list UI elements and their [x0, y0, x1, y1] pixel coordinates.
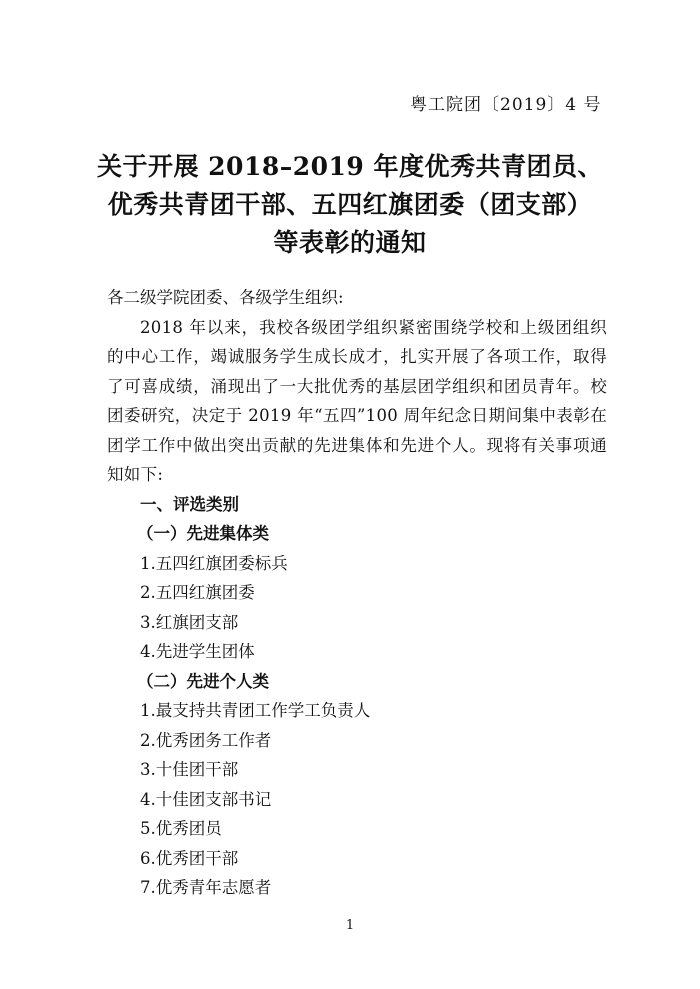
list-item: 6.优秀团干部 — [140, 848, 239, 868]
title-line-1: 关于开展 2018–2019 年度优秀共青团员、 — [96, 152, 604, 181]
list-item: 4.先进学生团体 — [140, 642, 255, 661]
list-item: 7.优秀青年志愿者 — [140, 878, 272, 897]
intro-paragraph: 2018 年以来，我校各级团学组织紧密围绕学校和上级团组织的中心工作，竭诚服务学生成长成才，扎实开展了各项工作，取得了可喜成绩，涌现出了一大批优秀的基层团学组织和团员青年。校团委研究，决定于 2019 年“五四”100 周年纪念日期间集中表彰在团学工作中做出突出贡献的先进集体和先进个人。现将有关事项通知如下: — [107, 317, 607, 484]
subsection-heading-collective: （一）先进集体类 — [137, 524, 269, 543]
section-heading-categories: 一、评选类别 — [140, 494, 239, 514]
subsection-heading-individual: （二）先进个人类 — [137, 671, 269, 691]
document-number: 粤工院团〔2019〕4 号 — [410, 95, 602, 115]
document-title — [80, 148, 620, 262]
list-item: 2.优秀团务工作者 — [140, 730, 272, 750]
list-item: 3.十佳团干部 — [140, 760, 239, 779]
salutation: 各二级学院团委、各级学生组织: — [107, 288, 344, 307]
list-item: 2.五四红旗团委 — [140, 583, 255, 602]
list-item: 4.十佳团支部书记 — [140, 789, 272, 809]
document-body — [107, 283, 607, 903]
list-item: 3.红旗团支部 — [140, 612, 239, 632]
list-item: 1.五四红旗团委标兵 — [140, 553, 288, 573]
title-line-2: 优秀共青团干部、五四红旗团委（团支部） — [107, 190, 593, 219]
page-number: 1 — [345, 918, 355, 933]
title-line-3: 等表彰的通知 — [273, 228, 427, 257]
list-item: 5.优秀团员 — [140, 819, 222, 838]
list-item: 1.最支持共青团工作学工负责人 — [140, 701, 371, 720]
